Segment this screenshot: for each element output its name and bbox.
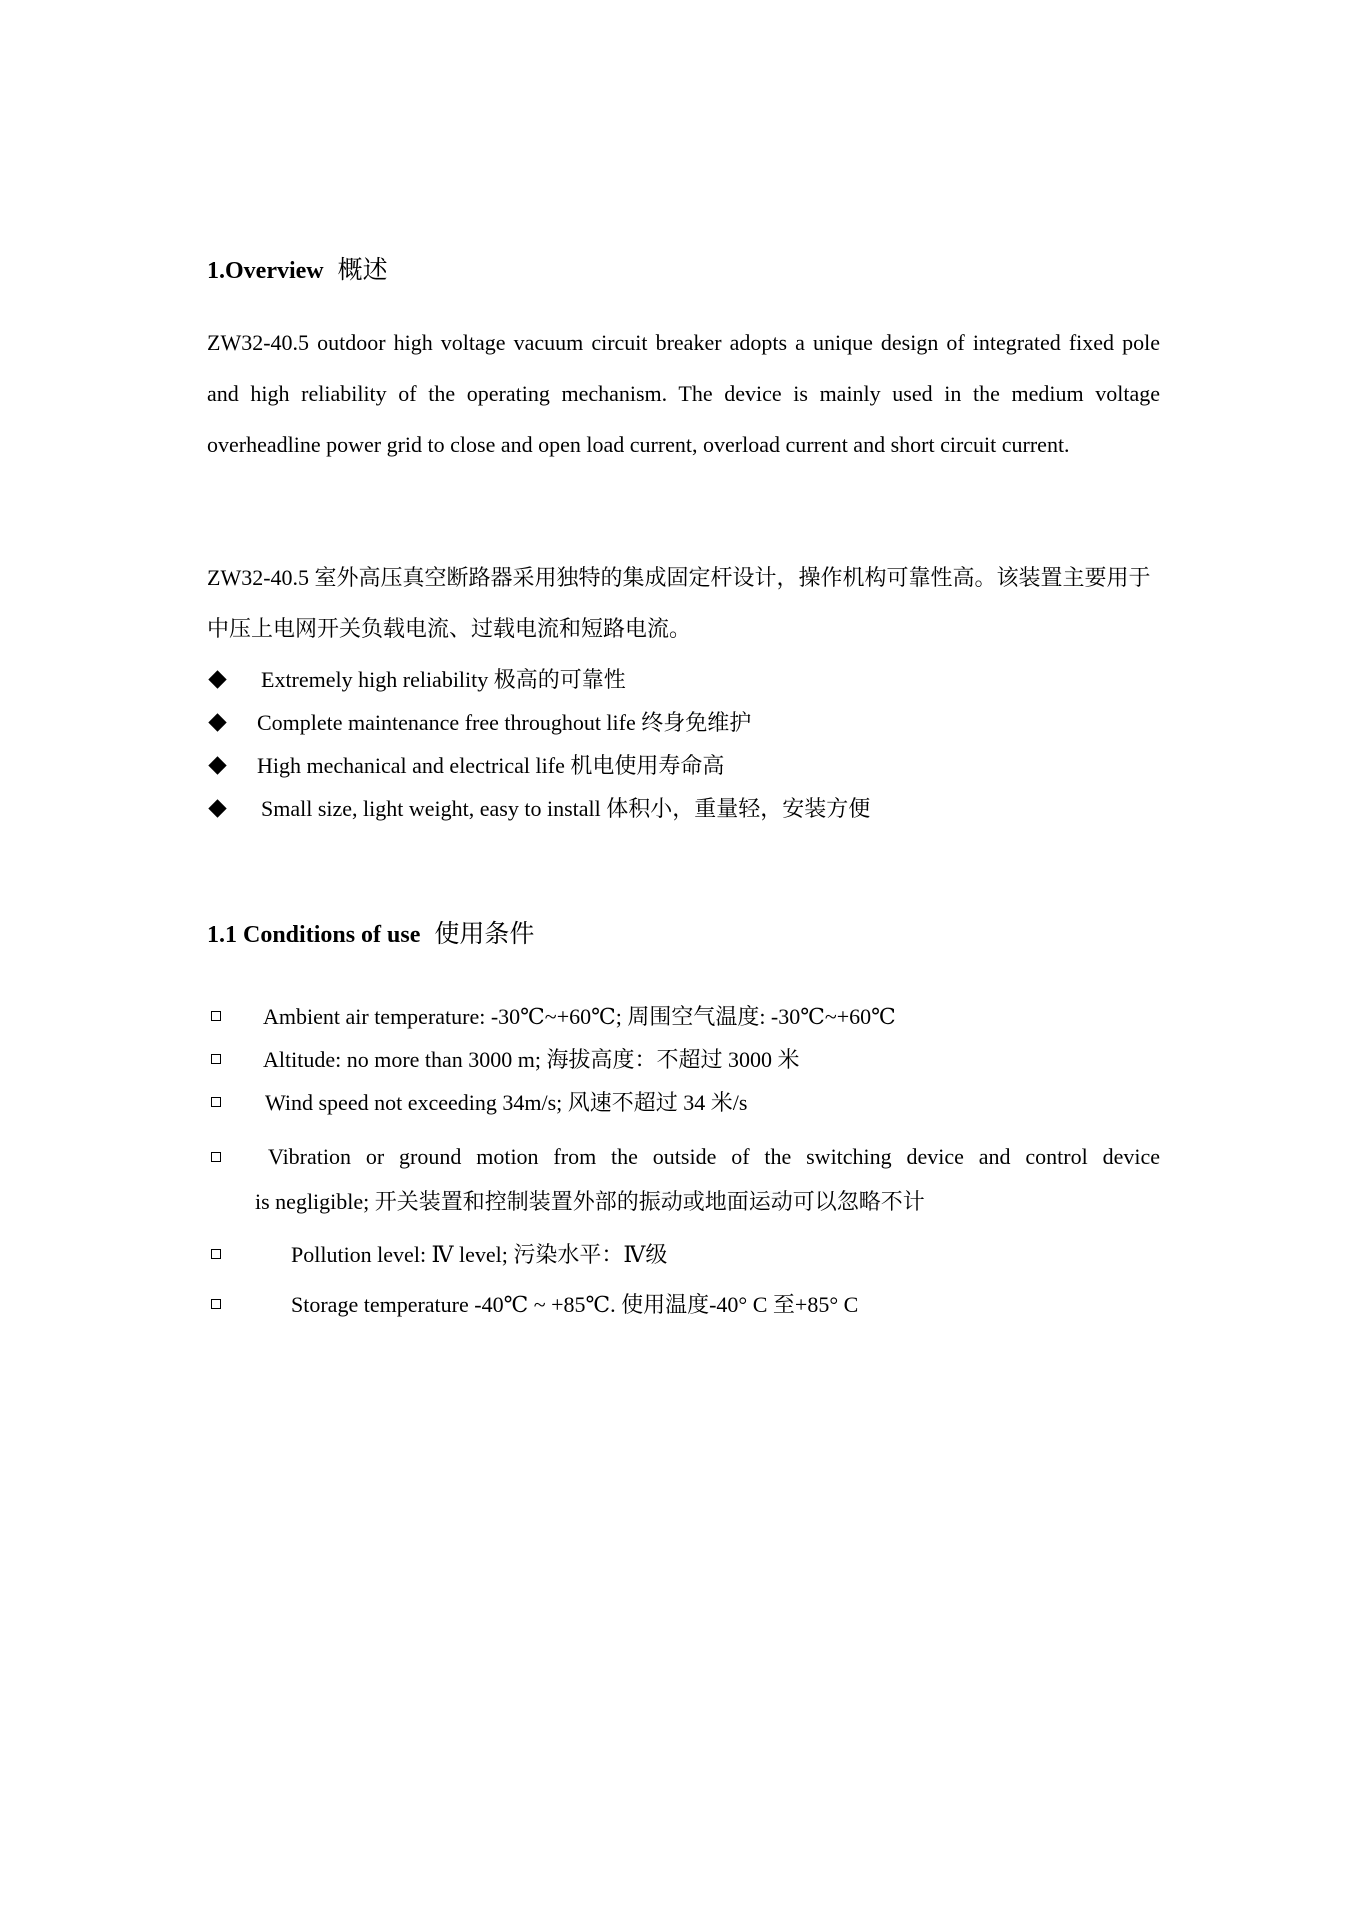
condition-vibration-line1: Vibration or ground motion from the outside of the switching device and control device	[268, 1144, 1160, 1169]
condition-vibration-line2: is negligible; 开关装置和控制装置外部的振动或地面运动可以忽略不计	[255, 1189, 925, 1214]
conditions-heading-en: 1.1 Conditions of use	[207, 922, 421, 948]
square-bullet-icon	[211, 1152, 221, 1162]
overview-heading-zh: 概述	[337, 257, 388, 284]
diamond-bullet-icon	[208, 670, 226, 688]
square-bullet-icon	[211, 1299, 221, 1309]
square-bullet-icon	[211, 1054, 221, 1064]
overview-heading	[207, 250, 388, 286]
square-bullet-icon	[211, 1097, 221, 1107]
overview-paragraph-zh: ZW32-40.5 室外高压真空断路器采用独特的集成固定杆设计，操作机构可靠性高。该装置主要用于中压上电网开关负载电流、过载电流和短路电流。	[207, 565, 1151, 641]
diamond-bullet-icon	[208, 713, 226, 731]
overview-heading-en: 1.Overview	[207, 258, 324, 284]
conditions-heading-zh: 使用条件	[434, 921, 535, 948]
square-bullet-icon	[211, 1011, 221, 1021]
square-bullet-icon	[211, 1249, 221, 1259]
overview-paragraph-en: ZW32-40.5 outdoor high voltage vacuum circuit breaker adopts a unique design of integrated fixed pole and high reliability of the operating mechanism. The device is mainly used in the medium voltage overheadline power grid to close and open load current, overload current and short circuit current.	[207, 330, 1160, 457]
diamond-bullet-icon	[208, 799, 226, 817]
diamond-bullet-icon	[208, 756, 226, 774]
conditions-heading	[207, 914, 534, 950]
